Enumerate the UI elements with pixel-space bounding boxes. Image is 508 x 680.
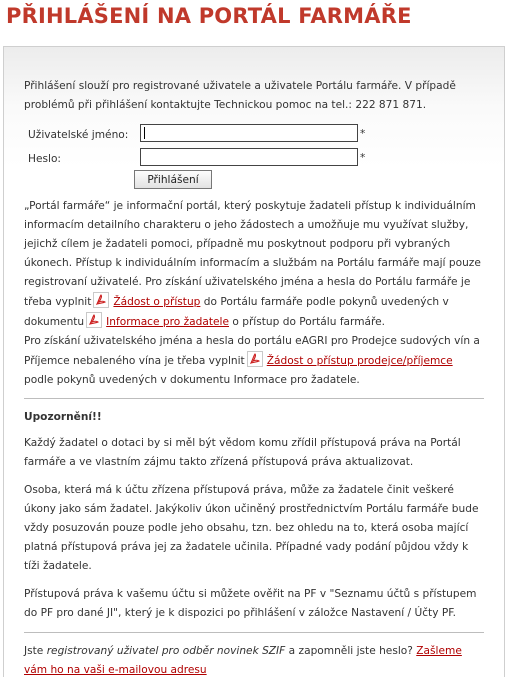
- access-request-link[interactable]: Žádost o přístup: [113, 296, 201, 308]
- password-input[interactable]: [140, 148, 358, 166]
- pdf-icon: [86, 312, 102, 328]
- wine-info-end: podle pokynů uvedených v dokumentu Informace pro žadatele.: [24, 374, 360, 386]
- forgot-italic: registrovaný uživatel pro odběr novinek SZIF: [46, 645, 286, 657]
- portal-info-end: o přístup do Portálu farmáře.: [232, 316, 386, 328]
- page-title: PŘIHLÁŠENÍ NA PORTÁL FARMÁŘE: [6, 4, 412, 28]
- warning-paragraph-2: Osoba, která má k účtu zřízena přístupová práva, může za žadatele činit veškeré úkony jako sám žadatel. Jakýkoliv úkon učiněný prostřednictvím Portálu farmáře bude vždy posuzován pouze podle jeho obsahu, tzn. bez ohledu na to, která osoba mající platná přístupová práva jej za žadatele učinila. Případné vady podání půjdou vždy k tíži žadatele.: [24, 484, 479, 572]
- login-button[interactable]: Přihlášení: [134, 170, 212, 189]
- forgot-password-paragraph: [24, 642, 484, 680]
- wine-info-paragraph: [24, 332, 484, 390]
- username-label: Uživatelské jméno:: [28, 129, 129, 141]
- username-row: [24, 124, 484, 148]
- send-password-link[interactable]: Zašleme vám ho na vaši e-mailovou adresu: [24, 645, 462, 676]
- password-row: [24, 148, 484, 172]
- forgot-prefix: Jste: [24, 645, 44, 657]
- username-required-mark: *: [360, 128, 366, 140]
- pdf-icon: [93, 292, 109, 308]
- username-input[interactable]: [140, 124, 358, 142]
- warning-heading: Upozornění!!: [24, 411, 102, 423]
- panel-content: [24, 77, 484, 680]
- password-required-mark: *: [360, 152, 366, 164]
- wine-info-text: Pro získání uživatelského jména a hesla do portálu eAGRI pro Prodejce sudových vín a Příjemce nebaleného vína je třeba vyplnit: [24, 335, 480, 367]
- portal-info-text: „Portál farmáře“ je informační portál, který poskytuje žadateli přístup k individuálním informacím detailního charakteru o jeho žádostech a umožňuje mu využívat služby, jejichž cílem je žadateli pomoci, případně mu poskytnout podporu při vybraných úkonech. Přístup k individuálním informacím a službám na Portálu farmáře mají pouze registrovaní uživatelé. Pro získání uživatelského jména a hesla do Portálu farmáře je třeba vyplnit: [24, 200, 481, 308]
- portal-info-paragraph: [24, 197, 484, 332]
- warning-paragraph-3: Přístupová práva k vašemu účtu si můžete ověřit na PF v "Seznamu účtů s přístupem do PF pro dané JI", který je k dispozici po přihlášení v záložce Nastavení / Účty PF.: [24, 588, 477, 619]
- intro-text: Přihlášení slouží pro registrované uživatele a uživatele Portálu farmáře. V případě problémů při přihlášení kontaktujte Technickou pomoc na tel.: 222 871 871.: [24, 80, 456, 111]
- forgot-middle: a zapomněli jste heslo?: [288, 645, 413, 657]
- login-panel: [3, 46, 505, 677]
- warning-paragraph-1: Každý žadatel o dotaci by si měl být vědom komu zřídil přístupová práva na Portál farmáře a ve vlastním zájmu takto zřízená přístupová práva aktualizovat.: [24, 437, 461, 468]
- divider: [24, 632, 484, 633]
- text-cursor: [144, 127, 145, 139]
- pdf-icon: [247, 351, 263, 367]
- password-label: Heslo:: [28, 153, 61, 165]
- portal-info-mid: do Portálu farmáře podle pokynů uvedených v dokumentu: [24, 296, 449, 328]
- divider: [24, 398, 484, 399]
- seller-access-request-link[interactable]: Žádost o přístup prodejce/příjemce: [266, 355, 453, 367]
- applicant-info-link[interactable]: Informace pro žadatele: [106, 316, 229, 328]
